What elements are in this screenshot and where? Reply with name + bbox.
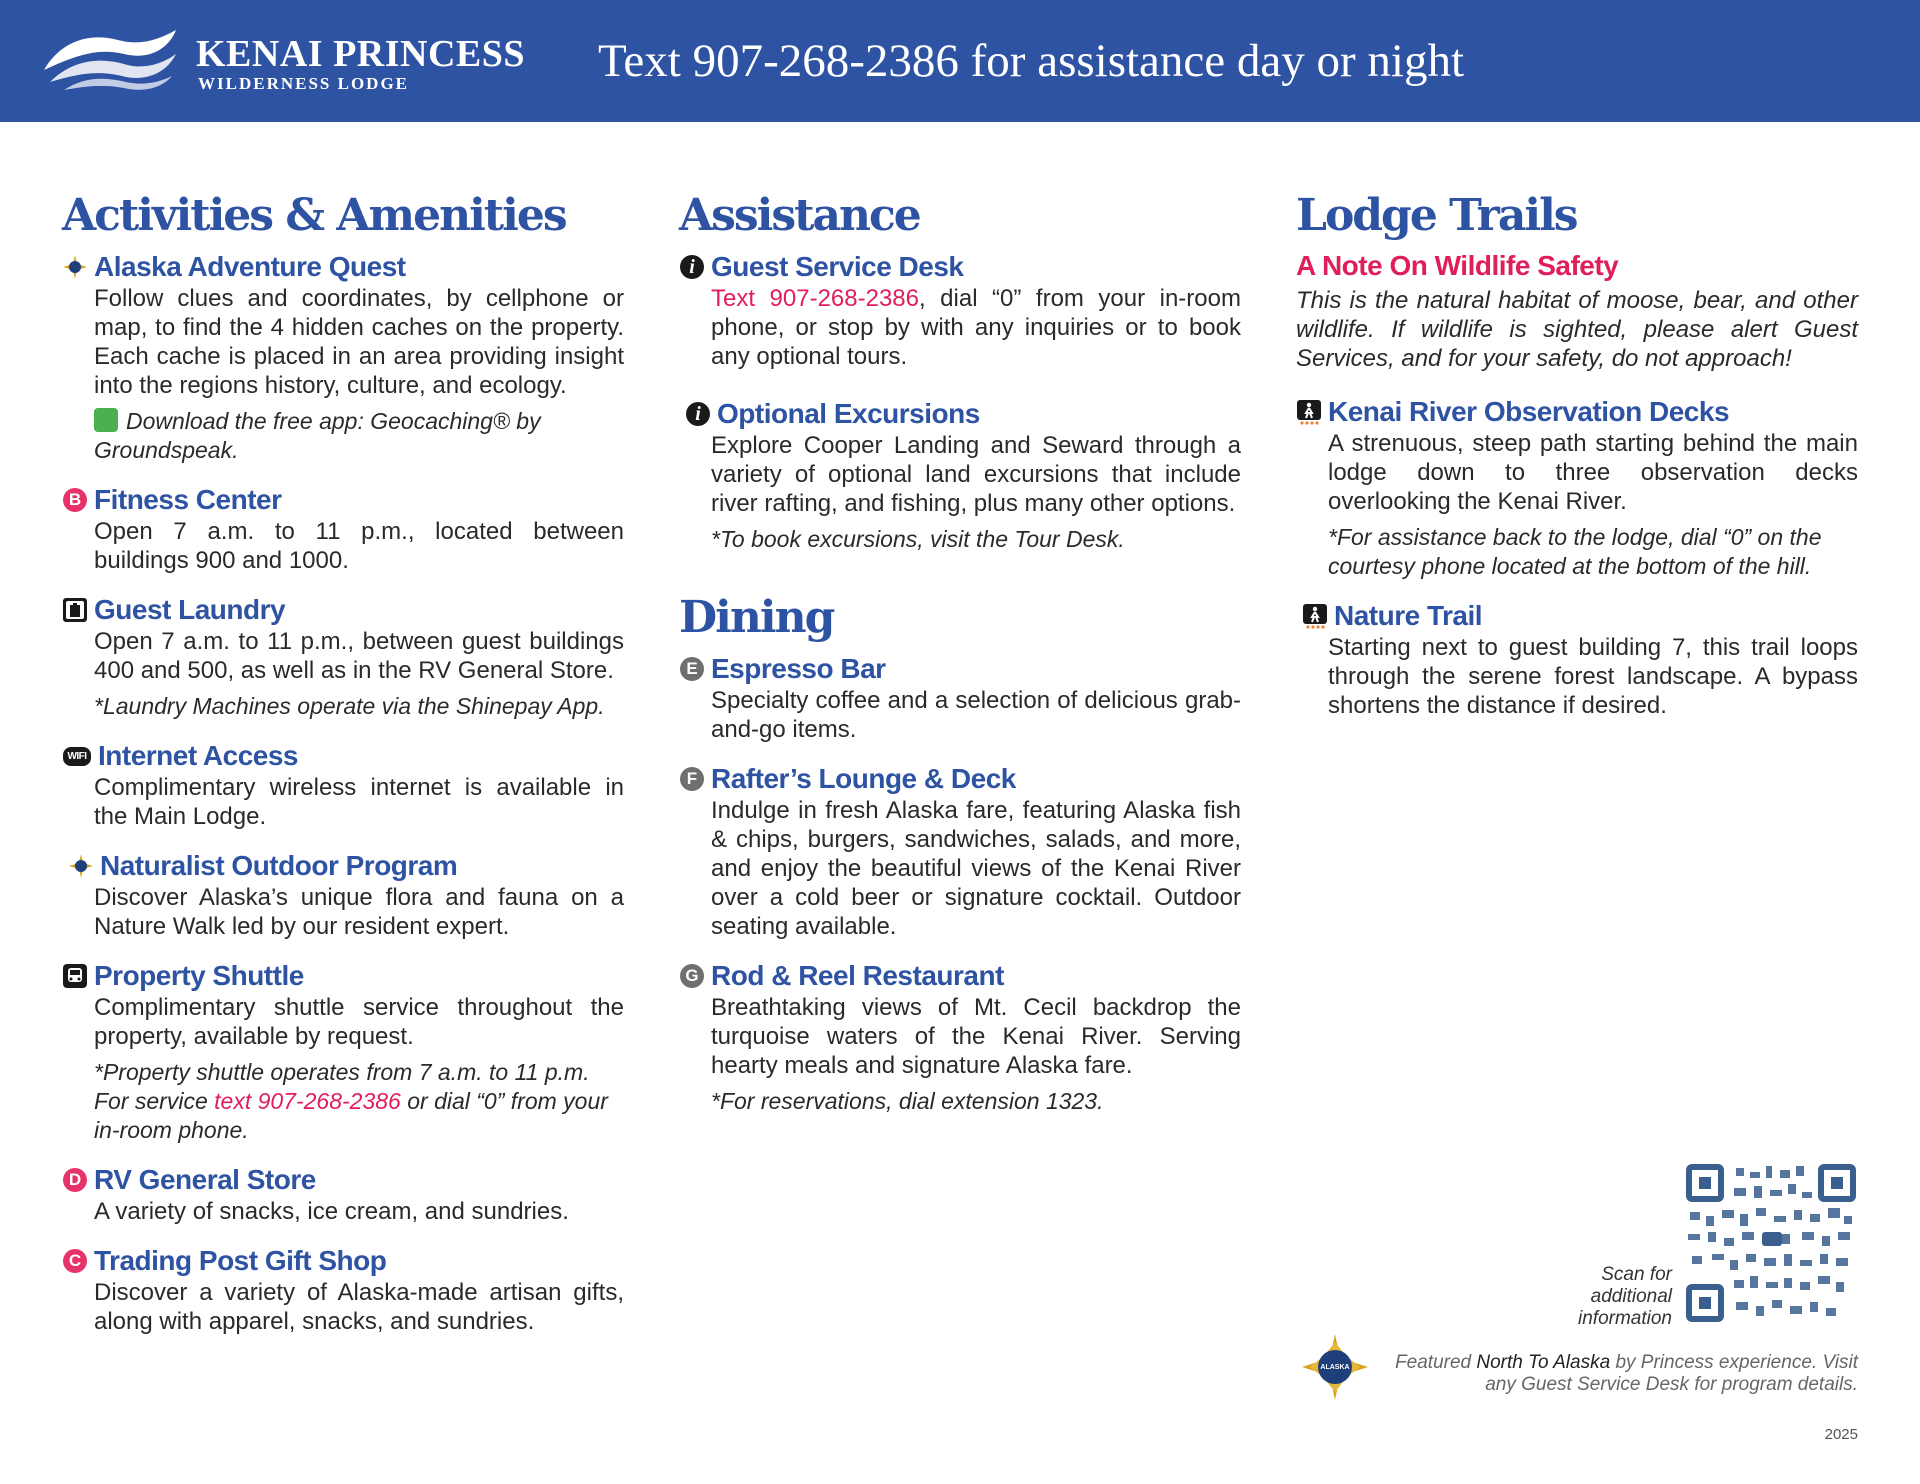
map-marker-d-icon xyxy=(62,1167,88,1193)
lodge-trails-heading: Lodge Trails xyxy=(1296,190,1577,241)
item-naturalist-outdoor-program xyxy=(62,849,624,941)
item-title: Internet Access xyxy=(98,740,298,771)
item-note: *For assistance back to the lodge, dial “0” on the courtesy phone located at the bottom of the hill. xyxy=(1328,524,1822,579)
item-espresso-bar xyxy=(679,652,1241,744)
assistance-heading: Assistance xyxy=(679,190,920,241)
marker-letter: E xyxy=(680,657,704,681)
featured-text: Featured xyxy=(1395,1352,1477,1373)
marker-letter: D xyxy=(63,1168,87,1192)
item-note: *Laundry Machines operate via the Shinepay App. xyxy=(94,693,605,719)
item-title: Fitness Center xyxy=(94,484,282,515)
header-banner xyxy=(0,0,1920,122)
geocaching-note-text: Download the free app: Geocaching® by Groundspeak. xyxy=(94,408,541,463)
item-title: Espresso Bar xyxy=(711,653,886,684)
item-description: Open 7 a.m. to 11 p.m., located between buildings 900 and 1000. xyxy=(94,518,624,574)
washing-machine-icon xyxy=(62,597,88,623)
item-title: Guest Service Desk xyxy=(711,251,964,282)
hiker-trail-icon xyxy=(1296,399,1322,425)
item-rod-reel-restaurant xyxy=(679,959,1241,1116)
item-description: Breathtaking views of Mt. Cecil backdrop the turquoise waters of the Kenai River. Serving hearty meals and signature Alaska fare. xyxy=(711,994,1241,1079)
item-description: Open 7 a.m. to 11 p.m., between guest buildings 400 and 500, as well as in the RV General Store. xyxy=(94,628,624,684)
item-description: Discover a variety of Alaska-made artisan gifts, along with apparel, snacks, and sundries. xyxy=(94,1279,624,1335)
map-marker-e-icon xyxy=(679,656,705,682)
featured-program-note xyxy=(1378,1352,1858,1396)
activities-column xyxy=(62,190,624,1354)
north-to-alaska-badge-icon xyxy=(62,254,88,280)
item-description: Explore Cooper Landing and Seward through a variety of optional land excursions that include river rafting, and fishing, plus many other options. xyxy=(711,432,1241,517)
item-optional-excursions xyxy=(679,397,1241,554)
item-description: Follow clues and coordinates, by cellphone or map, to find the 4 hidden caches on the property. Each cache is placed in an area providing insight into the regions history, culture, and ecology. xyxy=(94,285,624,399)
item-title: Kenai River Observation Decks xyxy=(1328,396,1730,427)
item-nature-trail xyxy=(1296,599,1858,720)
hiker-trail-icon xyxy=(1302,603,1328,629)
info-icon xyxy=(685,401,711,427)
info-icon xyxy=(679,254,705,280)
item-title: Naturalist Outdoor Program xyxy=(100,850,458,881)
item-property-shuttle xyxy=(62,959,624,1145)
item-internet-access xyxy=(62,739,624,831)
item-guest-laundry xyxy=(62,593,624,721)
featured-brand: North To Alaska xyxy=(1476,1352,1611,1373)
item-description: Complimentary shuttle service throughout the property, available by request. xyxy=(94,994,624,1050)
note-text-end: or dial “0” from your in-room phone. xyxy=(94,1088,608,1143)
activities-heading: Activities & Amenities xyxy=(62,190,566,241)
year-label: 2025 xyxy=(1824,1426,1858,1443)
wifi-icon xyxy=(62,743,92,769)
shuttle-bus-icon xyxy=(62,963,88,989)
item-trading-post-gift-shop xyxy=(62,1244,624,1336)
description-text: , dial “0” from your in-room phone, or stop by with any inquiries or to book any optional tours. xyxy=(711,285,1241,370)
logo-subtitle: WILDERNESS LODGE xyxy=(198,74,410,93)
wifi-icon-label: WIFI xyxy=(63,747,90,766)
wildlife-safety-title: A Note On Wildlife Safety xyxy=(1296,250,1619,281)
item-title: Property Shuttle xyxy=(94,960,304,991)
item-title: Trading Post Gift Shop xyxy=(94,1245,387,1276)
map-marker-c-icon xyxy=(62,1248,88,1274)
marker-letter: G xyxy=(680,964,704,988)
north-to-alaska-badge-icon xyxy=(68,853,94,879)
item-description: A variety of snacks, ice cream, and sundries. xyxy=(94,1198,569,1225)
text-phone-link[interactable]: Text 907-268-2386 xyxy=(711,285,919,312)
item-kenai-river-observation-decks xyxy=(1296,395,1858,581)
item-note xyxy=(94,407,624,465)
map-marker-b-icon xyxy=(62,487,88,513)
item-title: RV General Store xyxy=(94,1164,316,1195)
item-description: Complimentary wireless internet is available in the Main Lodge. xyxy=(94,774,624,830)
item-note xyxy=(94,1058,624,1145)
map-marker-g-icon xyxy=(679,963,705,989)
princess-wave-logo-icon xyxy=(40,26,180,92)
text-phone-link[interactable]: text 907-268-2386 xyxy=(214,1088,401,1114)
item-rafters-lounge xyxy=(679,762,1241,941)
item-title: Rod & Reel Restaurant xyxy=(711,960,1004,991)
item-description: Specialty coffee and a selection of delicious grab-and-go items. xyxy=(711,687,1241,743)
badge-text: ALASKA xyxy=(1320,1364,1350,1371)
item-title: Alaska Adventure Quest xyxy=(94,251,406,282)
item-title: Nature Trail xyxy=(1334,600,1483,631)
item-description: Indulge in fresh Alaska fare, featuring Alaska fish & chips, burgers, sandwiches, salads, and more, and enjoy the beautiful views of the Kenai River over a cold beer or signature cocktail. Outdoor seating available. xyxy=(711,797,1241,940)
info-letter: i xyxy=(680,255,704,279)
note-text: *Property shuttle operates from 7 a.m. to 11 p.m. For service xyxy=(94,1059,590,1114)
item-note: *For reservations, dial extension 1323. xyxy=(711,1088,1104,1114)
item-alaska-adventure-quest xyxy=(62,250,624,465)
item-title: Optional Excursions xyxy=(717,398,980,429)
qr-code-icon[interactable] xyxy=(1684,1162,1858,1324)
north-to-alaska-badge-icon xyxy=(1302,1334,1368,1400)
info-letter: i xyxy=(686,402,710,426)
item-description: A strenuous, steep path starting behind the main lodge down to three observation decks overlooking the Kenai River. xyxy=(1328,430,1858,515)
map-marker-f-icon xyxy=(679,766,705,792)
geocaching-app-icon xyxy=(94,408,118,432)
featured-text-end: by Princess experience. Visit any Guest Service Desk for program details. xyxy=(1485,1352,1858,1395)
assistance-dining-column xyxy=(679,190,1241,1134)
logo-name: KENAI PRINCESS xyxy=(196,33,526,75)
item-fitness-center xyxy=(62,483,624,575)
header-assistance-message: Text 907-268-2386 for assistance day or night xyxy=(598,35,1465,87)
item-rv-general-store xyxy=(62,1163,624,1226)
item-description: Discover Alaska’s unique flora and fauna on a Nature Walk led by our resident expert. xyxy=(94,884,624,940)
item-title: Guest Laundry xyxy=(94,594,286,625)
item-title: Rafter’s Lounge & Deck xyxy=(711,763,1016,794)
wildlife-safety-text: This is the natural habitat of moose, bear, and other wildlife. If wildlife is sighted, please alert Guest Services, and for your safety, do not approach! xyxy=(1296,287,1858,372)
scan-qr-caption: Scan for additional information xyxy=(1578,1264,1672,1329)
lodge-trails-column xyxy=(1296,190,1858,738)
item-note: *To book excursions, visit the Tour Desk. xyxy=(711,526,1125,552)
item-description xyxy=(711,284,1241,371)
marker-letter: F xyxy=(680,767,704,791)
marker-letter: C xyxy=(63,1249,87,1273)
item-guest-service-desk xyxy=(679,250,1241,371)
marker-letter: B xyxy=(63,488,87,512)
item-description: Starting next to guest building 7, this trail loops through the serene forest landscape. A bypass shortens the distance if desired. xyxy=(1328,634,1858,719)
dining-heading: Dining xyxy=(679,592,834,643)
